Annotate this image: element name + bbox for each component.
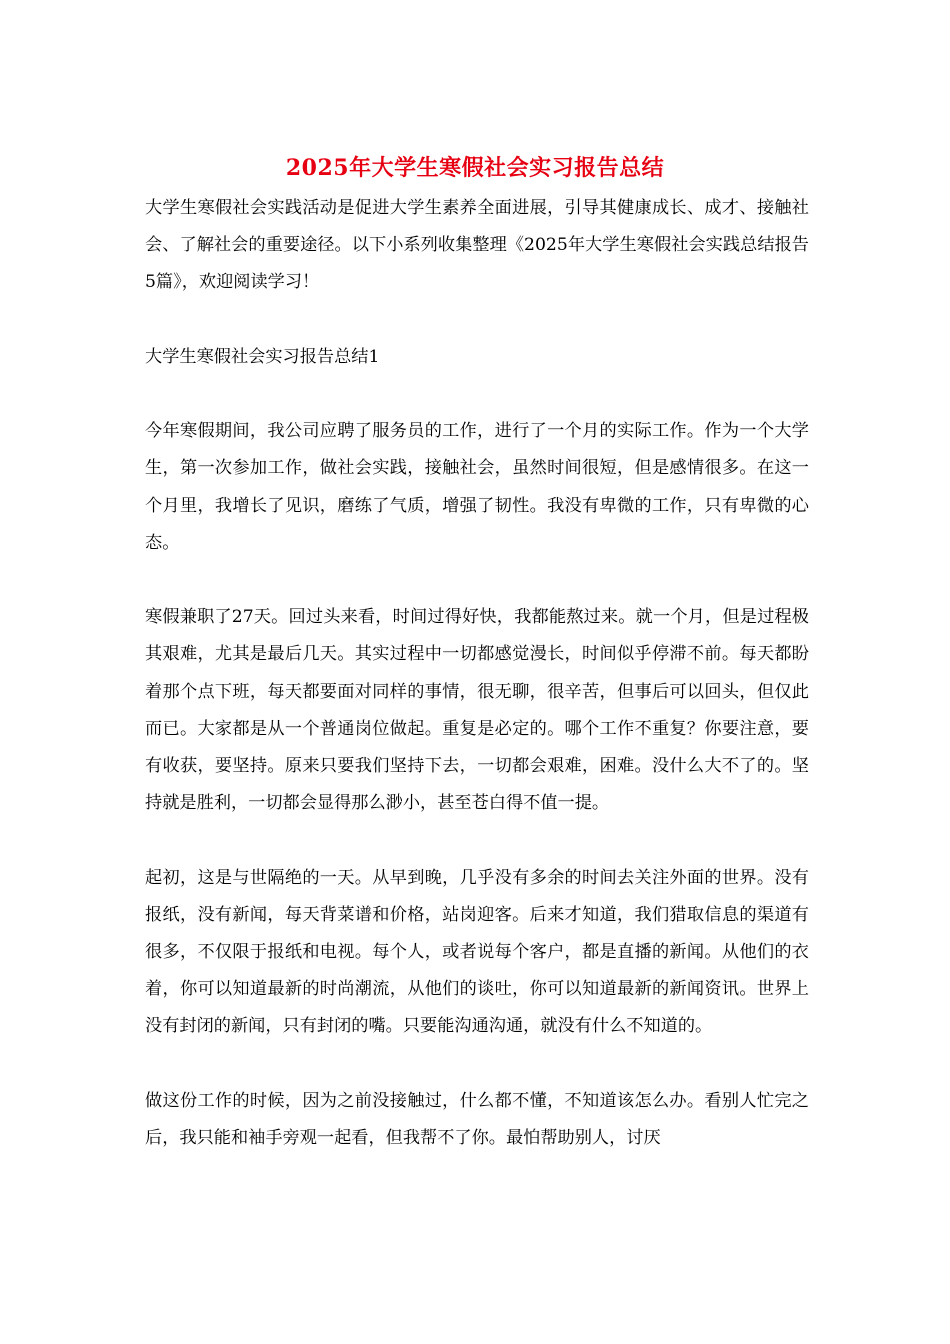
document-body [145,190,809,1157]
intro-paragraph: 大学生寒假社会实践活动是促进大学生素养全面进展，引导其健康成长、成才、接触社会、了解社会的重要途径。以下小系列收集整理《2025年大学生寒假社会实践总结报告5篇》，欢迎阅读学习！ [145,198,809,293]
body-paragraph: 做这份工作的时候，因为之前没接触过，什么都不懂，不知道该怎么办。看别人忙完之后，我只能和袖手旁观一起看，但我帮不了你。最怕帮助别人，讨厌 [145,1090,809,1148]
body-paragraph: 起初，这是与世隔绝的一天。从早到晚，几乎没有多余的时间去关注外面的世界。没有报纸，没有新闻，每天背菜谱和价格，站岗迎客。后来才知道，我们猎取信息的渠道有很多，不仅限于报纸和电视。每个人，或者说每个客户，都是直播的新闻。从他们的衣着，你可以知道最新的时尚潮流，从他们的谈吐，你可以知道最新的新闻资讯。世界上没有封闭的新闻，只有封闭的嘴。只要能沟通沟通，就没有什么不知道的。 [145,867,809,1037]
document-title: 2025年大学生寒假社会实习报告总结 [285,155,665,181]
section-heading: 大学生寒假社会实习报告总结1 [145,346,380,367]
body-paragraph: 寒假兼职了27天。回过头来看，时间过得好快，我都能熬过来。就一个月，但是过程极其艰难，尤其是最后几天。其实过程中一切都感觉漫长，时间似乎停滞不前。每天都盼着那个点下班，每天都要面对同样的事情，很无聊，很辛苦，但事后可以回头，但仅此而已。大家都是从一个普通岗位做起。重复是必定的。哪个工作不重复？你要注意，要有收获，要坚持。原来只要我们坚持下去，一切都会艰难，困难。没什么大不了的。坚持就是胜利，一切都会显得那么渺小，甚至苍白得不值一提。 [145,607,809,814]
body-paragraph: 今年寒假期间，我公司应聘了服务员的工作，进行了一个月的实际工作。作为一个大学生，第一次参加工作，做社会实践，接触社会，虽然时间很短，但是感情很多。在这一个月里，我增长了见识，磨练了气质，增强了韧性。我没有卑微的工作，只有卑微的心态。 [145,421,809,553]
